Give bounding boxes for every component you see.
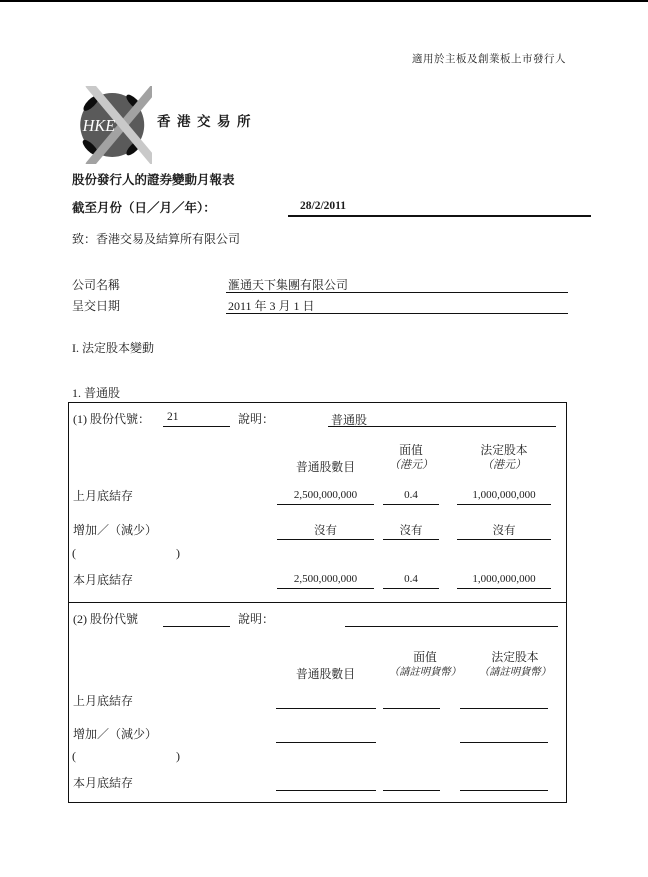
hkex-logo-text: HKE [82, 116, 116, 136]
as-of-month-label: 截至月份（日／月／年）： [72, 201, 216, 215]
decrease-paren-close-2: ) [176, 749, 180, 763]
row-label-increase-decrease-2: 增加／（減少） [73, 727, 158, 741]
stock-code-2-label: (2) 股份代號 [73, 612, 138, 626]
current-balance-par-underline-1 [383, 588, 439, 589]
as-of-month-underline [288, 215, 591, 217]
change-par-underline-1 [383, 539, 439, 540]
prev-balance-par-underline-1 [383, 504, 439, 505]
column-header-par-value-1-line2: （港元） [389, 459, 433, 471]
prev-balance-capital-1: 1,000,000,000 [472, 489, 536, 501]
change-capital-1: 沒有 [492, 525, 516, 537]
current-balance-par-1: 0.4 [404, 573, 418, 585]
filing-date-label: 呈交日期 [72, 299, 121, 313]
column-header-par-value-1 [371, 443, 451, 473]
current-balance-shares-underline-1 [277, 588, 374, 589]
row-label-increase-decrease-1: 增加／（減少） [73, 523, 158, 537]
addressee-line: 致：香港交易及結算所有限公司 [72, 232, 241, 246]
column-header-authorised-capital-2 [462, 650, 568, 680]
description-1-label: 說明： [238, 412, 275, 426]
prev-balance-par-1: 0.4 [404, 489, 418, 501]
decrease-paren-open-1: ( [72, 546, 76, 560]
change-par-1: 沒有 [399, 525, 423, 537]
section-heading-authorised-capital: I. 法定股本變動 [72, 341, 154, 355]
current-balance-capital-underline-2 [460, 790, 548, 791]
change-shares-underline-1 [277, 539, 374, 540]
as-of-month-value: 28/2/2011 [300, 200, 347, 212]
change-shares-1: 沒有 [314, 525, 337, 537]
decrease-paren-close-1: ) [176, 546, 180, 560]
column-header-shares-2: 普通股數目 [296, 667, 355, 681]
prev-balance-shares-1: 2,500,000,000 [293, 489, 358, 501]
stock-code-1-label: (1) 股份代號： [73, 412, 150, 426]
hkex-logo-icon [74, 86, 152, 164]
current-balance-shares-1: 2,500,000,000 [293, 573, 358, 585]
stock-code-1-value: 21 [167, 411, 179, 423]
row-label-current-balance-2: 本月底結存 [73, 776, 134, 790]
current-balance-capital-underline-1 [457, 588, 551, 589]
applicability-note: 適用於主板及創業板上市發行人 [412, 54, 566, 65]
description-1-value: 普通股 [331, 413, 368, 427]
stock-code-1-underline [163, 426, 230, 427]
current-balance-capital-1: 1,000,000,000 [472, 573, 536, 585]
current-balance-shares-underline-2 [276, 790, 376, 791]
column-header-shares-1: 普通股數目 [296, 460, 355, 474]
description-1-underline [328, 426, 556, 427]
company-name-value: 滙通天下集團有限公司 [228, 278, 349, 292]
company-name-label: 公司名稱 [72, 278, 121, 292]
row-label-prev-balance-2: 上月底結存 [73, 694, 134, 708]
row-label-current-balance-1: 本月底結存 [73, 573, 134, 587]
decrease-paren-open-2: ( [72, 749, 76, 763]
subsection-heading-ordinary-shares: 1. 普通股 [72, 386, 121, 400]
change-shares-underline-2 [276, 742, 376, 743]
filing-date-value: 2011 年 3 月 1 日 [228, 299, 315, 313]
stock-code-2-underline [163, 626, 230, 627]
change-capital-underline-2 [460, 742, 548, 743]
column-header-authorised-capital-2-line2: （請註明貨幣） [478, 667, 552, 678]
current-balance-par-underline-2 [383, 790, 440, 791]
column-header-par-value-2-line2: （請註明貨幣） [388, 667, 462, 678]
column-header-par-value-2-line1: 面值 [413, 650, 437, 664]
prev-balance-shares-underline-2 [276, 708, 376, 709]
column-header-par-value-1-line1: 面值 [399, 443, 423, 457]
document-title: 股份發行人的證券變動月報表 [72, 173, 235, 187]
company-name-underline [226, 292, 568, 293]
column-header-authorised-capital-1-line1: 法定股本 [480, 443, 528, 457]
change-capital-underline-1 [457, 539, 551, 540]
form-table-divider [68, 602, 567, 603]
exchange-chinese-name: 香港交易所 [157, 114, 257, 129]
prev-balance-capital-underline-2 [460, 708, 548, 709]
filing-date-underline [226, 313, 568, 314]
prev-balance-capital-underline-1 [457, 504, 551, 505]
description-2-underline [345, 626, 558, 627]
page-top-border [0, 0, 648, 2]
row-label-prev-balance-1: 上月底結存 [73, 489, 134, 503]
column-header-authorised-capital-1-line2: （港元） [482, 459, 526, 471]
prev-balance-shares-underline-1 [277, 504, 374, 505]
description-2-label: 說明： [238, 612, 275, 626]
hkex-logo [74, 86, 152, 164]
column-header-authorised-capital-2-line1: 法定股本 [491, 650, 539, 664]
column-header-authorised-capital-1 [448, 443, 560, 473]
prev-balance-par-underline-2 [383, 708, 440, 709]
